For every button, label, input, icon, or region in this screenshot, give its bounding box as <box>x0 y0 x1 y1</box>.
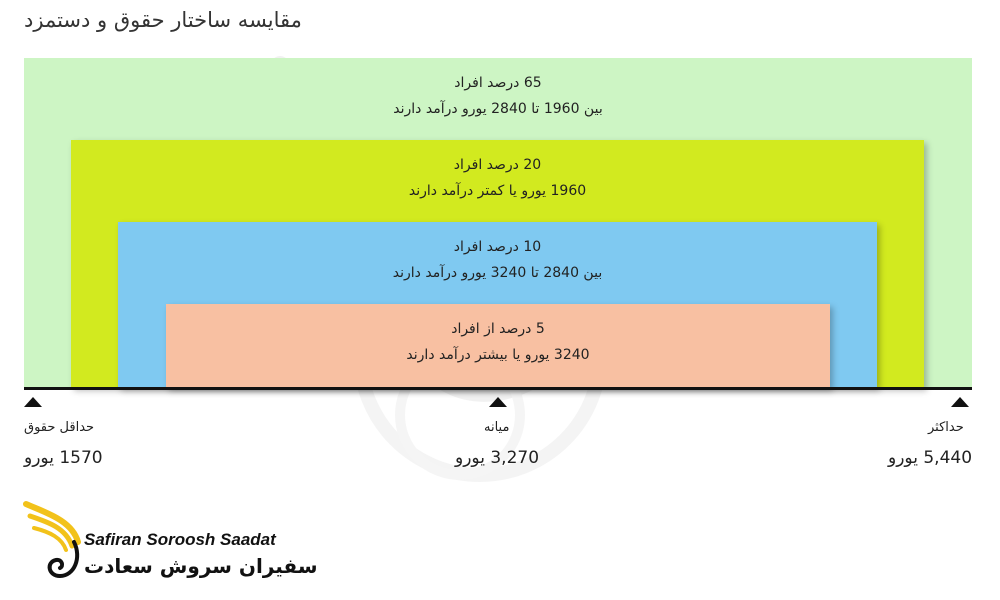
median-label: میانه <box>484 420 510 435</box>
band-2-range-label: 1960 یورو یا کمتر درآمد دارند <box>408 183 587 199</box>
band-4-range-label: 3240 یورو یا بیشتر درآمد دارند <box>406 347 590 363</box>
max-value: 5,440 یورو <box>888 448 973 468</box>
max-marker-triangle-icon <box>951 397 969 407</box>
band-5-percent <box>166 304 830 388</box>
band-1-range-label: بین 1960 تا 2840 یورو درآمد دارند <box>393 101 603 117</box>
min-value: 1570 یورو <box>24 448 103 468</box>
min-label: حداقل حقوق <box>24 420 95 435</box>
wing-swirl-icon <box>22 498 92 586</box>
band-1-share-label: 65 درصد افراد <box>454 75 542 91</box>
band-2-share-label: 20 درصد افراد <box>453 157 542 173</box>
logo-persian-text: سفیران سروش سعادت <box>84 554 318 578</box>
median-value: 3,270 یورو <box>455 448 540 468</box>
median-marker-triangle-icon <box>489 397 507 407</box>
band-3-range-label: بین 2840 تا 3240 یورو درآمد دارند <box>392 265 603 281</box>
company-logo <box>22 498 318 588</box>
salary-axis-line <box>24 387 972 390</box>
min-marker-triangle-icon <box>24 397 42 407</box>
page-title: مقایسه ساختار حقوق و دستمزد <box>24 8 302 32</box>
band-3-share-label: 10 درصد افراد <box>453 239 542 255</box>
logo-english-text: Safiran Soroosh Saadat <box>84 530 276 549</box>
band-4-share-label: 5 درصد از افراد <box>451 321 545 337</box>
max-label: حداکثر <box>928 420 964 435</box>
